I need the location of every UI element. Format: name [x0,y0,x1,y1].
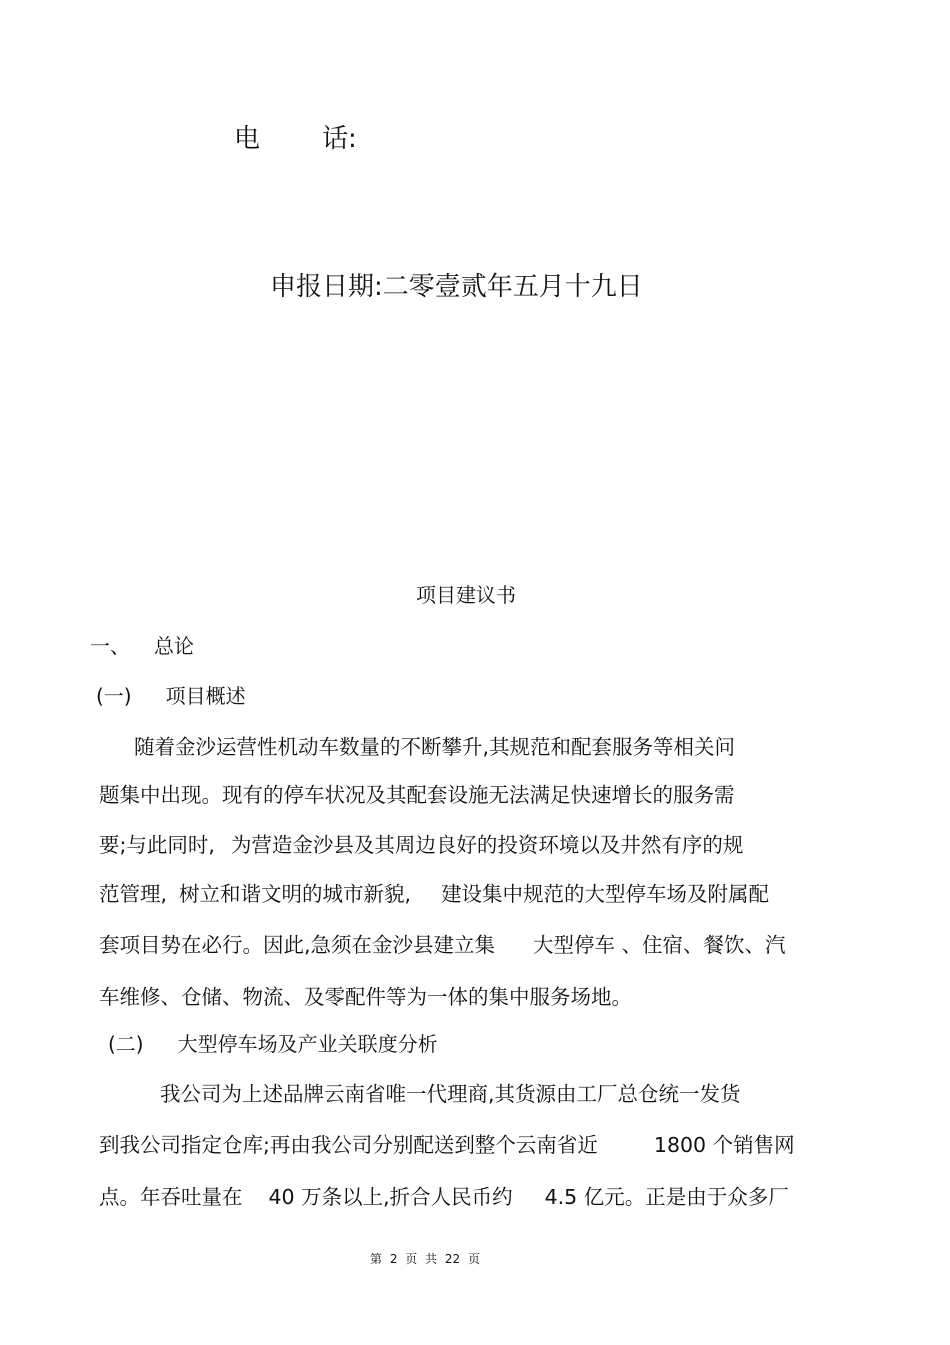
paragraph-line-5 [99,928,786,958]
subsection-2-heading [108,1028,438,1057]
paragraph2-line-3-part-2: 40 万条以上,折合人民币约 [268,1185,513,1209]
subsection-1-number: (一) [96,684,132,708]
paragraph-line-4-part-1: 范管理, [99,882,168,906]
paragraph2-line-2-part-1: 到我公司指定仓库;再由我公司分别配送到整个云南省近 [99,1133,598,1157]
paragraph2-line-2-part-2: 1800 个销售网 [653,1133,795,1157]
phone-label-char-2: 话: [322,124,357,154]
paragraph-line-1: 随着金沙运营性机动车数量的不断攀升,其规范和配套服务等相关问 [134,735,736,759]
paragraph-line-4-part-2: 树立和谐文明的城市新貌, [179,882,412,906]
subsection-1-heading [96,680,246,709]
paragraph-line-4-part-3: 建设集中规范的大型停车场及附属配 [441,882,770,906]
paragraph-line-6: 车维修、仓储、物流、及零配件等为一体的集中服务场地。 [99,985,632,1009]
paragraph2-line-1: 我公司为上述品牌云南省唯一代理商,其货源由工厂总仓统一发货 [160,1082,741,1106]
subsection-1-title: 项目概述 [165,684,246,708]
paragraph-line-2: 题集中出现。现有的停车状况及其配套设施无法满足快速增长的服务需 [99,783,735,807]
paragraph2-line-2 [99,1128,795,1158]
page-indicator: 第 2 页 共 22 页 [370,1252,480,1266]
phone-label-char-1: 电 [234,124,261,154]
application-date: 申报日期:二零壹贰年五月十九日 [270,272,643,302]
phone-label [234,118,357,155]
paragraph2-line-3-part-1: 点。年吞吐量在 [99,1185,243,1209]
paragraph-line-4 [99,877,769,907]
subsection-2-number: (二) [108,1032,144,1056]
paragraph-line-5-part-2: 大型停车 、住宿、餐饮、汽 [533,933,786,957]
section-1-title: 总论 [154,634,194,658]
section-1-heading [90,630,194,659]
paragraph2-line-3 [99,1180,789,1210]
paragraph-line-3-part-2: 为营造金沙县及其周边良好的投资环境以及井然有序的规 [230,833,744,857]
paragraph-line-5-part-1: 套项目势在必行。因此,急须在金沙县建立集 [99,933,496,957]
subsection-2-title: 大型停车场及产业关联度分析 [177,1032,438,1056]
document-title: 项目建议书 [416,583,516,607]
section-1-number: 一、 [90,634,130,658]
paragraph-line-3-part-1: 要;与此同时, [99,833,215,857]
paragraph-line-3 [99,828,743,858]
paragraph2-line-3-part-3: 4.5 亿元。正是由于众多厂 [544,1185,789,1209]
